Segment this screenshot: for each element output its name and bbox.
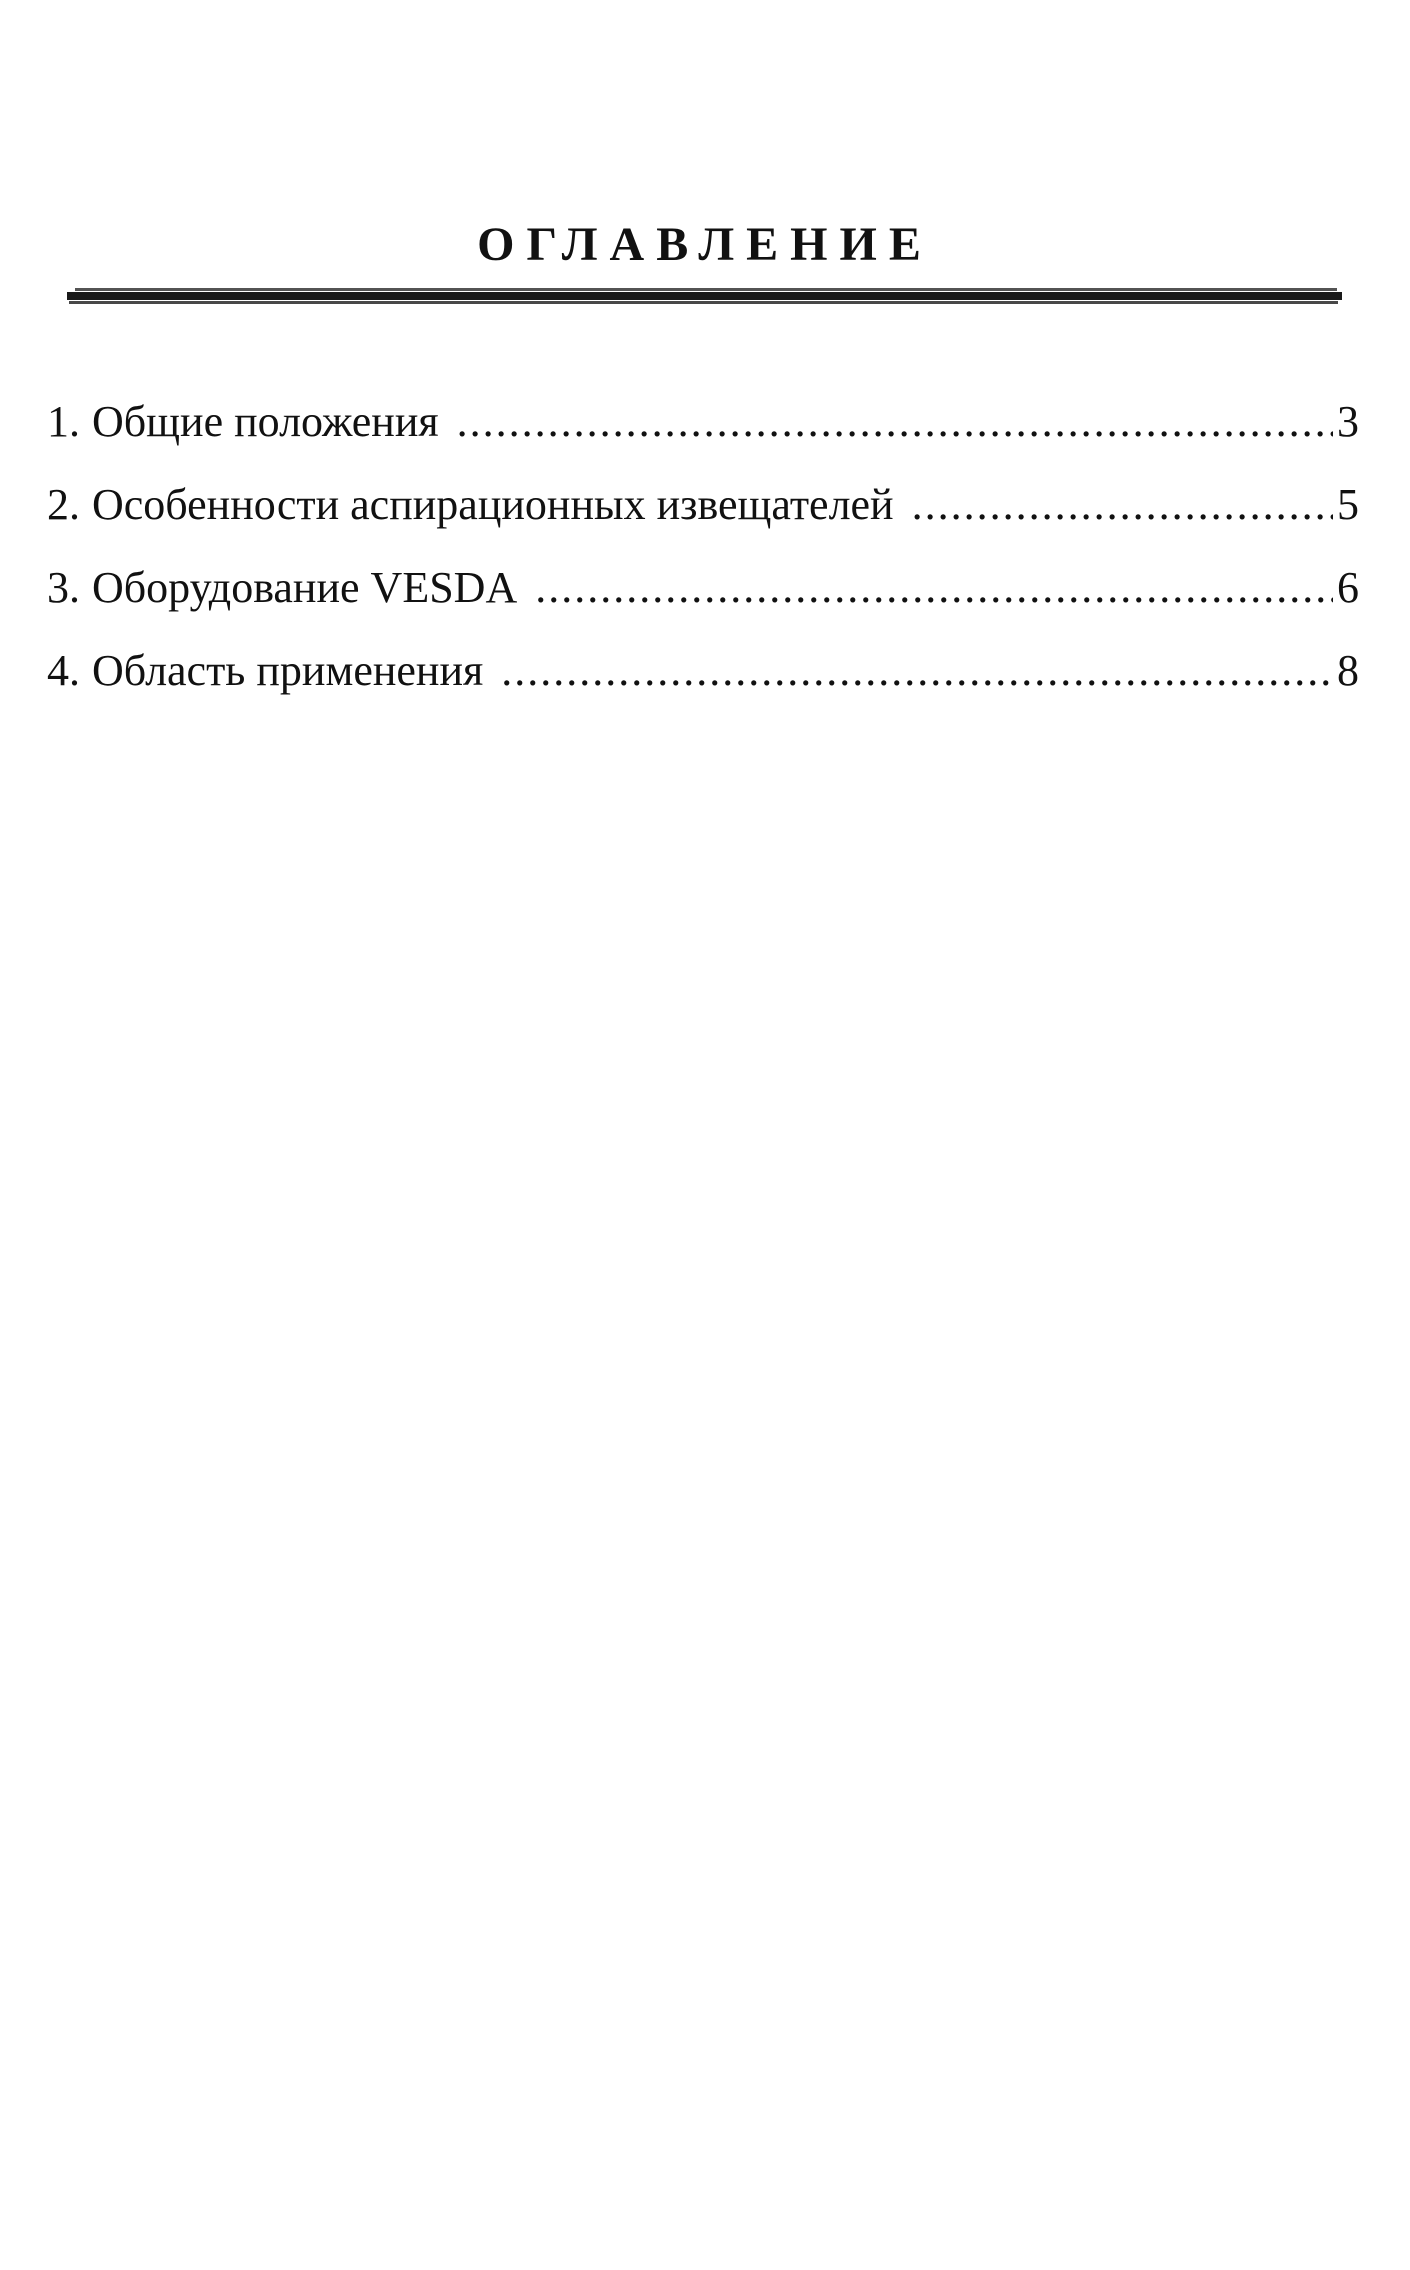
dot-leader — [457, 380, 1333, 463]
toc-entry-title: Общие положения — [92, 397, 439, 446]
toc-entry-number: 2. — [47, 480, 80, 529]
dot-leader — [501, 629, 1333, 712]
toc-entry-page: 3 — [1337, 397, 1359, 446]
rule-bottom-line — [69, 301, 1338, 304]
toc-entry-title: Оборудование VESDA — [92, 563, 518, 612]
toc-entry-page: 6 — [1337, 563, 1359, 612]
toc-entry[interactable] — [47, 629, 1359, 712]
toc-entry[interactable] — [47, 380, 1359, 463]
toc-entry-number: 1. — [47, 397, 80, 446]
toc-entry-title: Особенности аспирационных извещателей — [92, 480, 894, 529]
toc-entry[interactable] — [47, 463, 1359, 546]
table-of-contents — [47, 380, 1359, 712]
toc-entry-page: 5 — [1337, 480, 1359, 529]
rule-main-line — [67, 292, 1342, 300]
toc-entry[interactable] — [47, 546, 1359, 629]
toc-entry-page: 8 — [1337, 646, 1359, 695]
toc-entry-number: 3. — [47, 563, 80, 612]
toc-entry-title: Область применения — [92, 646, 484, 695]
title-underline-rule — [67, 288, 1342, 306]
dot-leader — [535, 546, 1333, 629]
toc-entry-number: 4. — [47, 646, 80, 695]
dot-leader — [912, 463, 1333, 546]
rule-top-line — [75, 288, 1337, 291]
page-title: ОГЛАВЛЕНИЕ — [477, 218, 933, 271]
